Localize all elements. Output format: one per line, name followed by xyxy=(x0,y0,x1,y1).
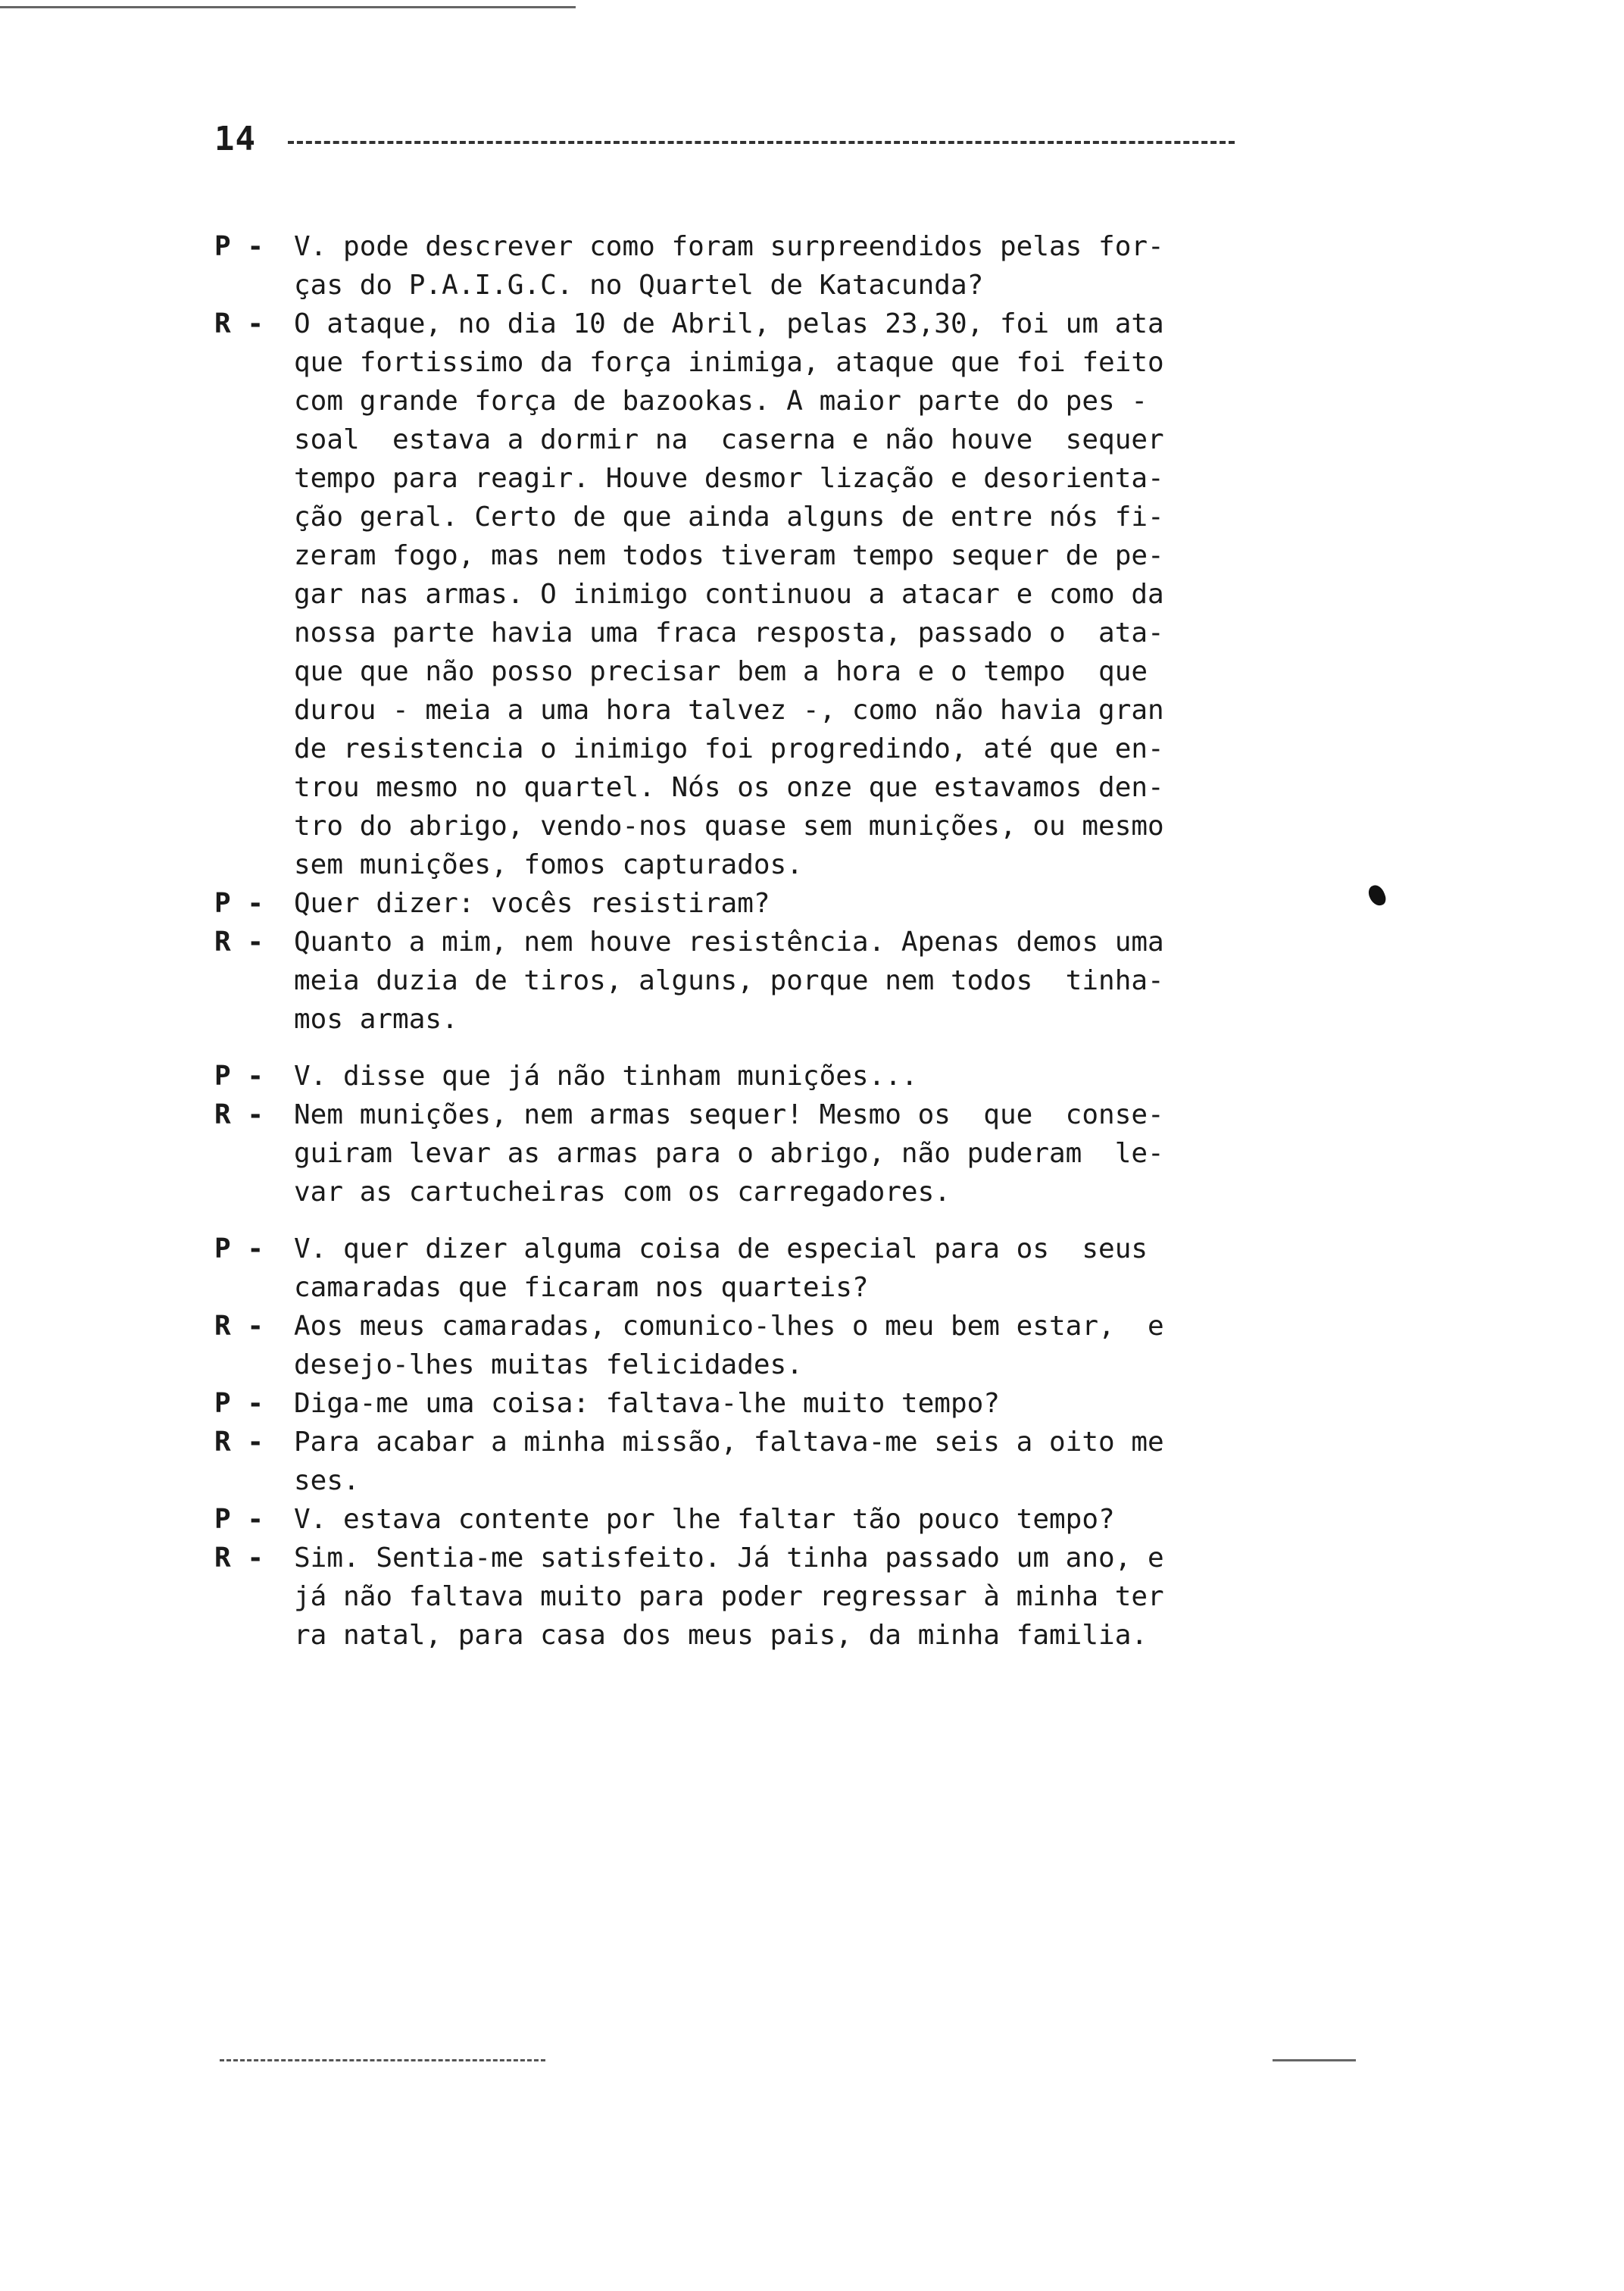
text-line: V. quer dizer alguma coisa de especial para os seus xyxy=(294,1233,1148,1264)
text-line: já não faltava muito para poder regressar à minha ter xyxy=(294,1581,1164,1612)
entry-text xyxy=(294,1539,1248,1655)
text-line: tempo para reagir. Houve desmor lização e desorienta- xyxy=(294,463,1164,494)
text-line: O ataque, no dia 10 de Abril, pelas 23,30, foi um ata xyxy=(294,308,1164,339)
question-entry xyxy=(214,1500,1275,1539)
text-line: Diga-me uma coisa: faltava-lhe muito tempo? xyxy=(294,1388,1000,1419)
entry-text xyxy=(294,1423,1248,1500)
text-line: Aos meus camaradas, comunico-lhes o meu bem estar, e xyxy=(294,1311,1164,1342)
text-line: ses. xyxy=(294,1465,360,1496)
top-edge-rule xyxy=(0,6,576,8)
text-line: guiram levar as armas para o abrigo, não puderam le- xyxy=(294,1138,1164,1169)
question-entry xyxy=(214,227,1275,305)
text-line: desejo-lhes muitas felicidades. xyxy=(294,1349,803,1380)
entry-text xyxy=(294,227,1248,305)
answer-entry xyxy=(214,923,1275,1039)
text-line: que que não posso precisar bem a hora e o tempo que xyxy=(294,656,1148,687)
speaker-label: R - xyxy=(214,1099,264,1130)
speaker-label: P - xyxy=(214,1233,264,1264)
speaker-label: P - xyxy=(214,888,264,919)
ink-blot xyxy=(1366,883,1388,908)
entry-text xyxy=(294,923,1248,1039)
text-line: durou - meia a uma hora talvez -, como não havia gran xyxy=(294,695,1164,726)
text-line: sem munições, fomos capturados. xyxy=(294,849,803,880)
text-line: Quanto a mim, nem houve resistência. Apenas demos uma xyxy=(294,927,1164,958)
text-line: Nem munições, nem armas sequer! Mesmo os que conse- xyxy=(294,1099,1164,1130)
text-line: com grande força de bazookas. A maior parte do pes - xyxy=(294,386,1148,417)
text-line: V. estava contente por lhe faltar tão pouco tempo? xyxy=(294,1504,1115,1535)
text-line: de resistencia o inimigo foi progredindo, até que en- xyxy=(294,733,1164,764)
text-line: gar nas armas. O inimigo continuou a atacar e como da xyxy=(294,579,1164,610)
text-line: Sim. Sentia-me satisfeito. Já tinha passado um ano, e xyxy=(294,1542,1164,1574)
text-line: mos armas. xyxy=(294,1004,458,1035)
text-line: zeram fogo, mas nem todos tiveram tempo sequer de pe- xyxy=(294,540,1164,571)
speaker-label: P - xyxy=(214,231,264,262)
interview-transcript xyxy=(214,227,1275,1655)
question-entry xyxy=(214,1057,1275,1095)
entry-text xyxy=(294,1500,1248,1539)
text-line: que fortissimo da força inimiga, ataque que foi feito xyxy=(294,347,1164,378)
entry-text xyxy=(294,1095,1248,1211)
text-line: ra natal, para casa dos meus pais, da minha familia. xyxy=(294,1620,1148,1651)
text-line: tro do abrigo, vendo-nos quase sem munições, ou mesmo xyxy=(294,811,1164,842)
text-line: meia duzia de tiros, alguns, porque nem todos tinha- xyxy=(294,965,1164,996)
answer-entry xyxy=(214,1307,1275,1384)
text-line: ças do P.A.I.G.C. no Quartel de Katacunda? xyxy=(294,270,984,301)
text-line: camaradas que ficaram nos quarteis? xyxy=(294,1272,869,1303)
speaker-label: R - xyxy=(214,308,264,339)
question-entry xyxy=(214,884,1275,923)
page-number: 14 xyxy=(214,120,256,158)
speaker-label: P - xyxy=(214,1388,264,1419)
text-line: ção geral. Certo de que ainda alguns de entre nós fi- xyxy=(294,502,1164,533)
text-line: trou mesmo no quartel. Nós os onze que estavamos den- xyxy=(294,772,1164,803)
speaker-label: R - xyxy=(214,1427,264,1458)
entry-text xyxy=(294,1307,1248,1384)
speaker-label: P - xyxy=(214,1504,264,1535)
question-entry xyxy=(214,1230,1275,1307)
entry-text xyxy=(294,884,1248,923)
header-rule xyxy=(288,141,1235,144)
entry-text xyxy=(294,1057,1248,1095)
speaker-label: R - xyxy=(214,927,264,958)
text-line: Para acabar a minha missão, faltava-me seis a oito me xyxy=(294,1427,1164,1458)
answer-entry xyxy=(214,1095,1275,1211)
answer-entry xyxy=(214,1423,1275,1500)
entry-text xyxy=(294,305,1248,884)
speaker-label: R - xyxy=(214,1542,264,1574)
entry-text xyxy=(294,1230,1248,1307)
speaker-label: P - xyxy=(214,1061,264,1092)
speaker-label: R - xyxy=(214,1311,264,1342)
footer-rule-left xyxy=(220,2059,545,2061)
question-entry xyxy=(214,1384,1275,1423)
text-line: Quer dizer: vocês resistiram? xyxy=(294,888,770,919)
text-line: V. pode descrever como foram surpreendidos pelas for- xyxy=(294,231,1164,262)
text-line: nossa parte havia uma fraca resposta, passado o ata- xyxy=(294,617,1164,649)
entry-text xyxy=(294,1384,1248,1423)
text-line: V. disse que já não tinham munições... xyxy=(294,1061,918,1092)
answer-entry xyxy=(214,1539,1275,1655)
text-line: soal estava a dormir na caserna e não houve sequer xyxy=(294,424,1164,455)
text-line: var as cartucheiras com os carregadores. xyxy=(294,1177,951,1208)
footer-rule-right xyxy=(1273,2059,1356,2061)
answer-entry xyxy=(214,305,1275,884)
